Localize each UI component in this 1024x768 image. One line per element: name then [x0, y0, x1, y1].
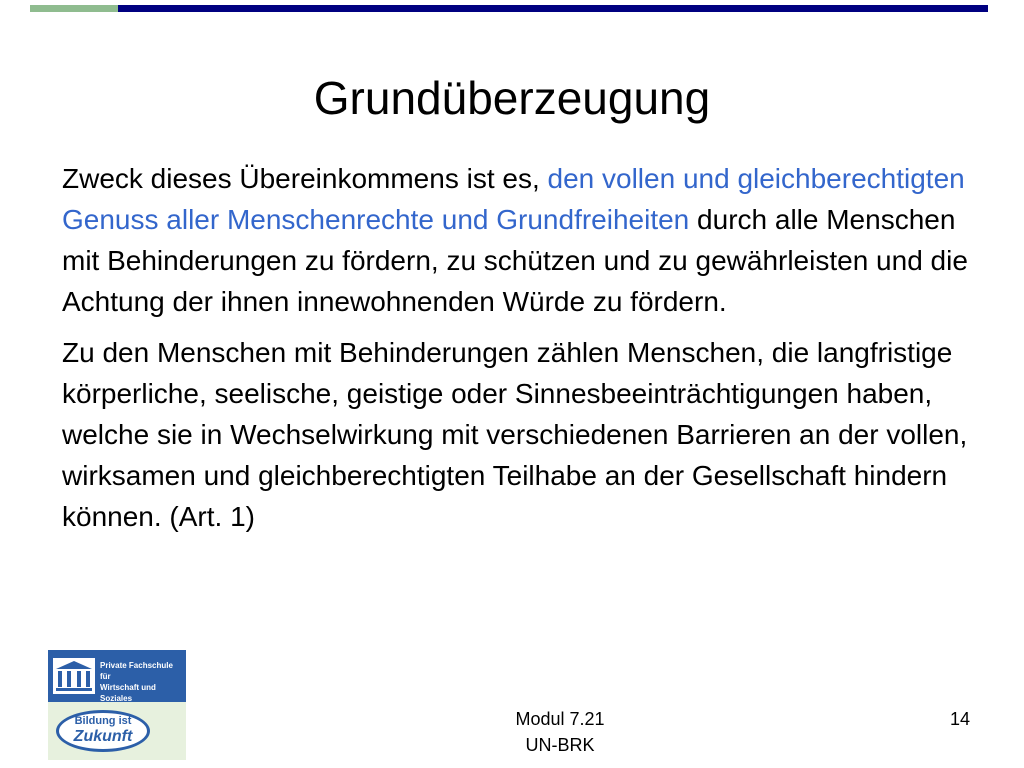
paragraph-definition: Zu den Menschen mit Behinderungen zählen Menschen, die langfristige körperliche, seelische, geistige oder Sinnesbeeinträchtigungen haben, welche sie in Wechselwirkung mit verschiedenen Barrieren an der vollen, wirksamen und gleichberechtigten Teilhabe an der Gesellschaft hindern können. (Art. 1): [62, 337, 968, 532]
logo-text: [100, 660, 184, 704]
logo-banner: [48, 650, 186, 702]
top-accent-bar-green: [30, 5, 118, 12]
footer-topic: UN-BRK: [525, 735, 595, 755]
footer-module-name: Modul 7.21: [515, 709, 605, 729]
footer-module: [460, 706, 660, 758]
paragraph-purpose-highlight: den vollen und gleichberechtigten Genuss aller Menschenrechte und Grundfreiheiten: [62, 163, 965, 235]
logo-oval-line2: Zukunft: [73, 728, 133, 745]
top-accent-bar: [30, 5, 988, 12]
logo-text-line2: Wirtschaft und Soziales: [100, 683, 156, 703]
top-accent-bar-blue: [118, 5, 988, 12]
logo-text-line1: Private Fachschule für: [100, 661, 173, 681]
temple-icon: [53, 658, 95, 694]
slide-title: Grundüberzeugung: [313, 72, 711, 124]
paragraph-purpose-end: durch alle Menschen mit Behinderungen zu fördern, zu schützen und zu gewährleisten und die Achtung der ihnen innewohnenden Würde zu fördern.: [62, 204, 968, 317]
logo-oval-line1: Bildung ist: [74, 715, 132, 727]
logo-oval: [56, 710, 150, 752]
paragraph-purpose: [62, 158, 982, 322]
paragraph-purpose-start: Zweck dieses Übereinkommens ist es,: [62, 163, 548, 194]
page-number: 14: [949, 709, 970, 729]
school-logo: [48, 650, 186, 760]
slide-body: [62, 158, 982, 547]
